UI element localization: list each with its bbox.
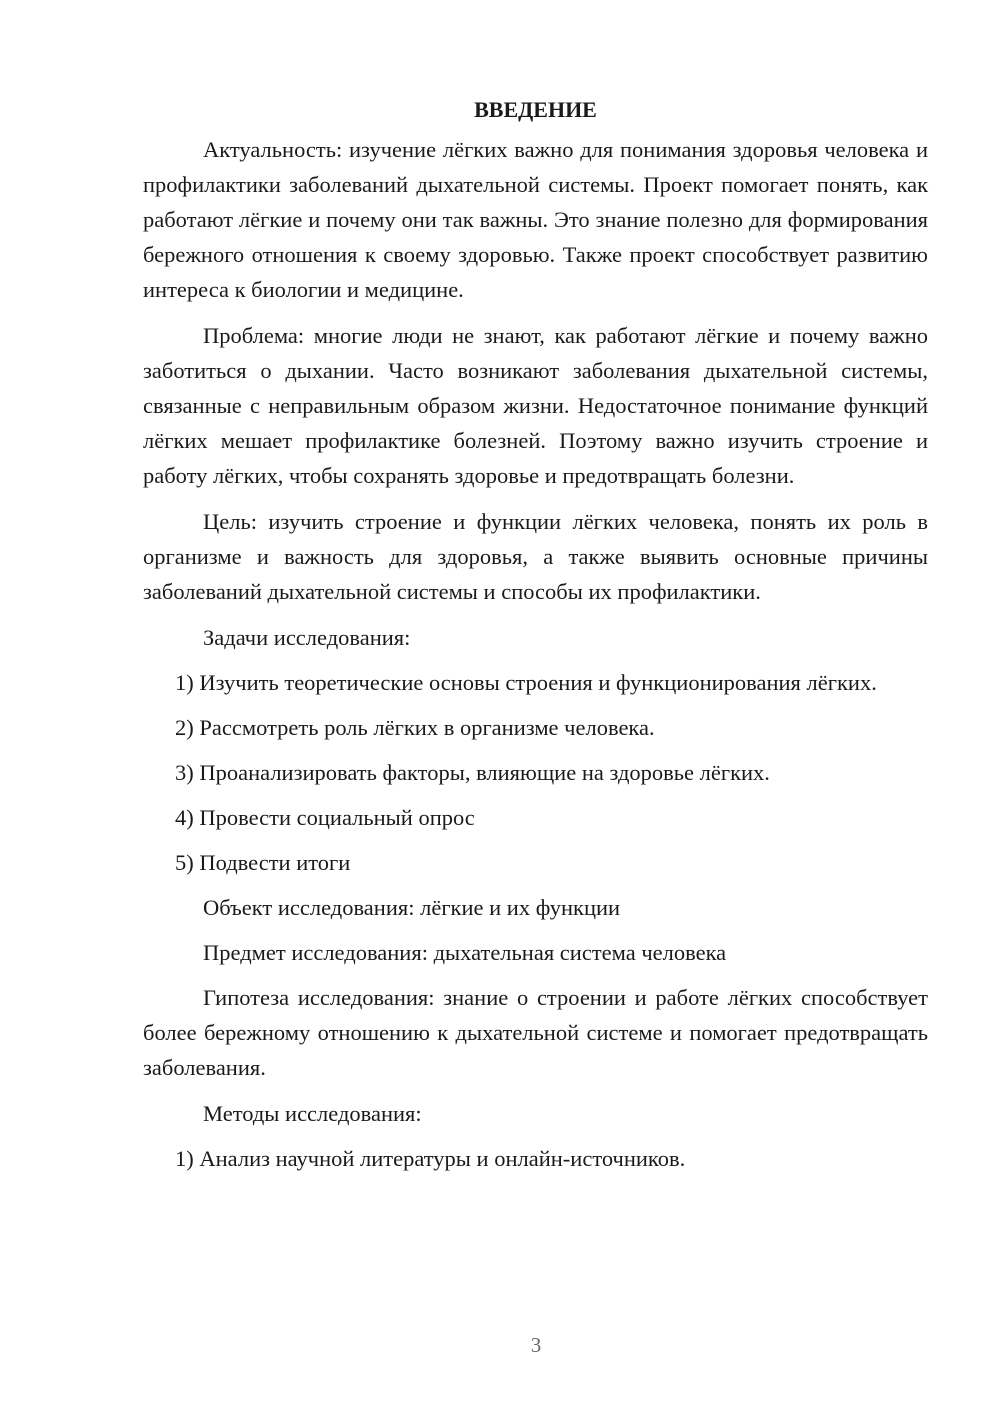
subject-line: Предмет исследования: дыхательная система человека [203, 940, 727, 965]
task-item: 1) Изучить теоретические основы строения и функционирования лёгких. [175, 670, 877, 695]
method-item: 1) Анализ научной литературы и онлайн-источников. [175, 1146, 686, 1171]
relevance-paragraph: Актуальность: изучение лёгких важно для понимания здоровья человека и профилактики заболеваний дыхательной системы. Проект помогает понять, как работают лёгкие и почему они так важны. Это знание полезно для формирования бережного отношения к своему здоровью. Также проект способствует развитию интереса к биологии и медицине. [143, 137, 928, 302]
task-item: 5) Подвести итоги [175, 850, 351, 875]
object-line: Объект исследования: лёгкие и их функции [203, 895, 621, 920]
methods-heading: Методы исследования: [203, 1101, 422, 1126]
page-number: 3 [530, 1333, 542, 1357]
section-title: ВВЕДЕНИЕ [474, 97, 597, 122]
task-item: 4) Провести социальный опрос [175, 805, 475, 830]
page-content [143, 94, 928, 1186]
tasks-heading: Задачи исследования: [203, 625, 411, 650]
task-item: 3) Проанализировать факторы, влияющие на здоровье лёгких. [175, 760, 770, 785]
goal-paragraph: Цель: изучить строение и функции лёгких человека, понять их роль в организме и важность для здоровья, а также выявить основные причины заболеваний дыхательной системы и способы их профилактики. [143, 509, 928, 604]
task-item: 2) Рассмотреть роль лёгких в организме человека. [175, 715, 655, 740]
hypothesis-paragraph: Гипотеза исследования: знание о строении и работе лёгких способствует более бережному отношению к дыхательной системе и помогает предотвращать заболевания. [143, 985, 928, 1080]
problem-paragraph: Проблема: многие люди не знают, как работают лёгкие и почему важно заботиться о дыхании. Часто возникают заболевания дыхательной системы, связанные с неправильным образом жизни. Недостаточное понимание функций лёгких мешает профилактике болезней. Поэтому важно изучить строение и работу лёгких, чтобы сохранять здоровье и предотвращать болезни. [143, 323, 928, 488]
